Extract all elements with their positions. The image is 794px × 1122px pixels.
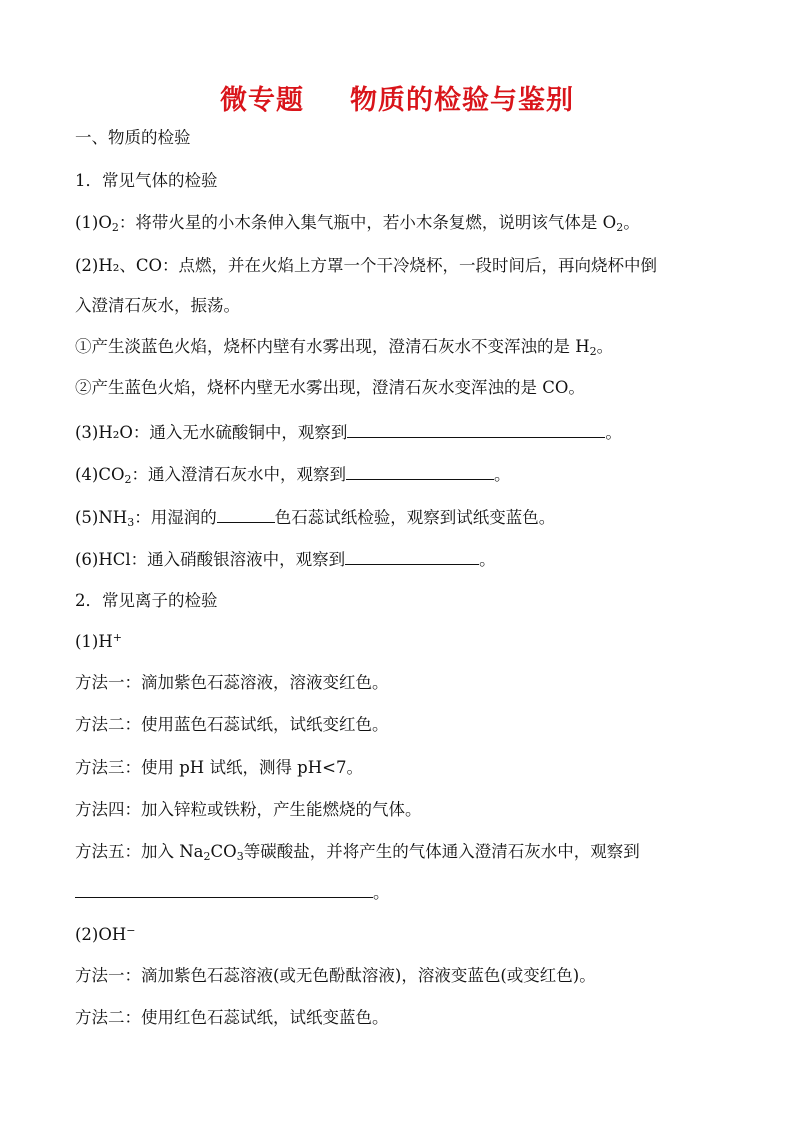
oh-method-2: 方法二：使用红色石蕊试纸，试纸变蓝色。 (75, 1008, 389, 1027)
h-ion-label: (1)H+ (75, 631, 122, 651)
h-method-5: 方法五：加入 $Na_2CO_3$等碳酸盐，并将产生的气体通入澄清石灰水中，观察到 (75, 842, 640, 863)
answer-blank[interactable] (75, 880, 373, 898)
answer-blank[interactable] (217, 505, 275, 523)
h-method-3: 方法三：使用 pH 试纸，测得 pH<7。 (75, 758, 363, 777)
h2co-line-2: 入澄清石灰水，振荡。 (75, 296, 240, 315)
h-method-1: 方法一：滴加紫色石蕊溶液，溶液变红色。 (75, 673, 389, 692)
o2-line: $(1)O_2$：将带火星的小木条伸入集气瓶中，若小木条复燃，说明该气体是 $O_2$。 (75, 213, 640, 234)
h2o-line: (3)H₂O：通入无水硫酸铜中，观察到 。 (75, 420, 622, 445)
ion-heading: 2．常见离子的检验 (75, 591, 218, 610)
answer-blank[interactable] (346, 462, 494, 480)
hcl-line: (6)HCl：通入硝酸银溶液中，观察到 。 (75, 547, 496, 572)
section-heading: 一、物质的检验 (75, 128, 191, 147)
gas-heading: 1．常见气体的检验 (75, 171, 218, 190)
oh-ion-label: (2)OH− (75, 924, 136, 944)
co2-line: $(4)CO_2$：通入澄清石灰水中，观察到 。 (75, 462, 511, 487)
title-part1: 微专题 (220, 85, 304, 116)
oh-method-1: 方法一：滴加紫色石蕊溶液(或无色酚酞溶液)，溶液变蓝色(或变红色)。 (75, 966, 596, 985)
page-title (0, 78, 794, 117)
h-method-5-continued: 。 (75, 880, 390, 905)
h2co-line-1: (2)H₂、CO：点燃，并在火焰上方罩一个干冷烧杯，一段时间后，再向烧杯中倒 (75, 256, 658, 275)
title-part2: 物质的检验与鉴别 (350, 85, 574, 116)
h2-result-line: ①产生淡蓝色火焰，烧杯内壁有水雾出现，澄清石灰水不变浑浊的是 $H_2$。 (75, 337, 614, 358)
answer-blank[interactable] (347, 420, 605, 438)
answer-blank[interactable] (345, 547, 479, 565)
co-result-line: ②产生蓝色火焰，烧杯内壁无水雾出现，澄清石灰水变浑浊的是 CO。 (75, 378, 585, 397)
nh3-line: $(5)NH_3$：用湿润的 色石蕊试纸检验，观察到试纸变蓝色。 (75, 505, 555, 530)
h-method-2: 方法二：使用蓝色石蕊试纸，试纸变红色。 (75, 715, 389, 734)
h-method-4: 方法四：加入锌粒或铁粉，产生能燃烧的气体。 (75, 800, 422, 819)
